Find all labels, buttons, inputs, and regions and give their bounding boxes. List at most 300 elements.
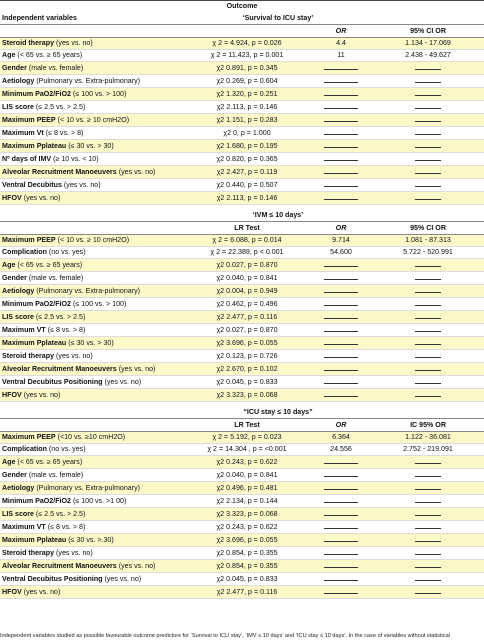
table-row <box>0 192 484 205</box>
odds-ratio-cell <box>310 495 372 508</box>
confidence-interval-cell <box>372 192 484 205</box>
confidence-interval-cell: 5.722 - 520.991 <box>372 247 484 259</box>
variable-detail: (yes vs. no) <box>118 167 156 176</box>
blank-line <box>415 534 441 542</box>
confidence-interval-cell <box>372 127 484 140</box>
column-header-ci: IC 95% OR <box>372 419 484 432</box>
table-row <box>0 247 484 259</box>
variable-name: Maximum PEEP <box>2 115 56 124</box>
variable-cell <box>0 432 184 444</box>
confidence-interval-cell <box>372 166 484 179</box>
variable-detail: (≤ 100 vs. > 100) <box>72 89 127 98</box>
confidence-interval-cell <box>372 456 484 469</box>
table-row <box>0 337 484 350</box>
blank-line <box>415 324 441 332</box>
variable-detail: (< 10 vs. ≥ 10 cmH2O) <box>57 236 130 244</box>
odds-ratio-cell <box>310 298 372 311</box>
odds-ratio-cell <box>310 586 372 599</box>
blank-line <box>324 192 358 200</box>
blank-line <box>415 179 441 187</box>
odds-ratio-cell <box>310 389 372 402</box>
table-row <box>0 586 484 599</box>
confidence-interval-cell <box>372 140 484 153</box>
variable-name: Aetiology <box>2 76 35 85</box>
odds-ratio-cell <box>310 62 372 75</box>
variable-detail: (yes vs. no) <box>118 364 156 373</box>
blank-line <box>324 298 358 306</box>
section-title: ‘Survival to ICU stay’ <box>184 12 372 25</box>
confidence-interval-cell: 1.134 - 17.069 <box>372 38 484 50</box>
lr-test-cell: χ2 2.477, p = 0.116 <box>184 586 310 599</box>
independent-variables-label: Independent variables <box>0 12 184 25</box>
variable-cell <box>0 259 184 272</box>
table-row <box>0 101 484 114</box>
variable-name: Gender <box>2 273 27 282</box>
variable-cell <box>0 140 184 153</box>
column-header-row <box>0 419 484 432</box>
variable-detail: (yes vs. no) <box>63 180 101 189</box>
variable-name: Gender <box>2 470 27 479</box>
blank-line <box>415 560 441 568</box>
section-title: “ICU stay ≤ 10 days” <box>184 406 372 419</box>
variable-detail: (< 10 vs. ≥ 10 cmH2O) <box>57 115 130 124</box>
confidence-interval-cell: 1.122 - 36.081 <box>372 432 484 444</box>
confidence-interval-cell <box>372 88 484 101</box>
variable-detail: (≤ 8 vs. > 8) <box>47 325 86 334</box>
variable-detail: (Pulmonary vs. Extra-pulmonary) <box>36 483 140 492</box>
blank-line <box>324 469 358 477</box>
variable-cell <box>0 482 184 495</box>
lr-test-cell: χ2 2.113, p = 0.146 <box>184 101 310 114</box>
table-row <box>0 547 484 560</box>
variable-cell <box>0 444 184 456</box>
odds-ratio-cell <box>310 75 372 88</box>
variable-detail: (< 65 vs. ≥ 65 years) <box>17 457 83 466</box>
lr-test-cell: χ2 2.427, p = 0.119 <box>184 166 310 179</box>
variable-cell <box>0 521 184 534</box>
variable-detail: (< 65 vs. ≥ 65 years) <box>17 260 83 269</box>
outcome-header-row <box>0 1 484 13</box>
variable-detail: (yes vs. no) <box>23 390 61 399</box>
column-header-or: OR <box>310 25 372 38</box>
blank-line <box>324 534 358 542</box>
confidence-interval-cell <box>372 482 484 495</box>
odds-ratio-cell <box>310 324 372 337</box>
lr-test-cell: χ2 0.243, p = 0.622 <box>184 456 310 469</box>
odds-ratio-cell <box>310 153 372 166</box>
lr-test-cell: χ2 2.477, p = 0.116 <box>184 311 310 324</box>
confidence-interval-cell <box>372 586 484 599</box>
variable-name: Ventral Decubitus <box>2 180 62 189</box>
blank-line <box>324 547 358 555</box>
variable-cell <box>0 38 184 50</box>
variable-name: LIS score <box>2 509 34 518</box>
odds-ratio-cell <box>310 508 372 521</box>
variable-name: Alveolar Recruitment Manoeuvers <box>2 364 117 373</box>
lr-test-cell: χ2 3.323, p = 0.068 <box>184 508 310 521</box>
confidence-interval-cell <box>372 259 484 272</box>
variable-name: Maximum PEEP <box>2 236 56 244</box>
blank-line <box>415 350 441 358</box>
variable-cell <box>0 456 184 469</box>
table-row <box>0 469 484 482</box>
variable-cell <box>0 560 184 573</box>
table-row <box>0 140 484 153</box>
table-row <box>0 127 484 140</box>
table-row <box>0 444 484 456</box>
variable-detail: (< 65 vs. ≥ 65 years) <box>17 51 83 59</box>
confidence-interval-cell <box>372 547 484 560</box>
outcome-label: Outcome <box>0 1 484 13</box>
odds-ratio-cell <box>310 272 372 285</box>
variable-cell <box>0 192 184 205</box>
variable-name: Aetiology <box>2 286 35 295</box>
blank-line <box>415 62 441 70</box>
variable-name: Ventral Decubitus Positioning <box>2 377 103 386</box>
variable-detail: (≤ 100 vs. >1 00) <box>72 496 127 505</box>
variable-detail: (≥ 10 vs. < 10) <box>53 154 99 163</box>
variable-detail: (≤ 30 vs. >.30) <box>68 535 114 544</box>
confidence-interval-cell <box>372 573 484 586</box>
section-title-pad <box>372 209 484 222</box>
variable-cell <box>0 235 184 247</box>
blank-line <box>324 114 358 122</box>
lr-test-cell: χ2 0.004, p = 0.949 <box>184 285 310 298</box>
table-row <box>0 114 484 127</box>
table-row <box>0 166 484 179</box>
odds-ratio-cell <box>310 456 372 469</box>
variable-name: Age <box>2 51 16 59</box>
table-row <box>0 482 484 495</box>
variable-cell <box>0 573 184 586</box>
variable-cell <box>0 247 184 259</box>
variable-name: Nº days of IMV <box>2 154 52 163</box>
lr-test-cell: χ 2 = 4.924, p = 0.026 <box>184 38 310 50</box>
blank-line <box>415 140 441 148</box>
variable-name: Maximum VT <box>2 522 46 531</box>
odds-ratio-cell <box>310 179 372 192</box>
blank-line <box>415 75 441 83</box>
variable-cell <box>0 586 184 599</box>
variable-cell <box>0 114 184 127</box>
variable-cell <box>0 350 184 363</box>
table-row <box>0 235 484 247</box>
variable-name: Gender <box>2 63 27 72</box>
table-row <box>0 50 484 62</box>
odds-ratio-cell <box>310 192 372 205</box>
variable-detail: (male vs. female) <box>28 63 84 72</box>
variable-name: Maximum Pplateau <box>2 141 67 150</box>
variable-detail: (male vs. female) <box>28 470 84 479</box>
lr-test-cell: χ2 0.045, p = 0.833 <box>184 376 310 389</box>
odds-ratio-cell <box>310 88 372 101</box>
variable-cell <box>0 50 184 62</box>
odds-ratio-cell: 9.714 <box>310 235 372 247</box>
odds-ratio-cell <box>310 560 372 573</box>
table-row <box>0 285 484 298</box>
variable-name: Complication <box>2 248 47 256</box>
odds-ratio-cell <box>310 311 372 324</box>
odds-ratio-cell <box>310 350 372 363</box>
variable-detail: (≤ 100 vs. > 100) <box>72 299 127 308</box>
blank-line <box>415 508 441 516</box>
variable-cell <box>0 311 184 324</box>
lr-test-cell: χ2 0.040, p = 0.841 <box>184 272 310 285</box>
section-title-row <box>0 209 484 222</box>
confidence-interval-cell <box>372 376 484 389</box>
variable-name: Maximum Vt <box>2 128 44 137</box>
table-row <box>0 508 484 521</box>
variable-name: Maximum Pplateau <box>2 338 67 347</box>
variable-detail: (yes vs. no) <box>56 351 93 360</box>
table-row <box>0 62 484 75</box>
lr-test-cell: χ 2 = 5.192, p = 0.023 <box>184 432 310 444</box>
lr-test-cell: χ2 3.696, p = 0.055 <box>184 337 310 350</box>
blank-line <box>324 259 358 267</box>
table-row <box>0 324 484 337</box>
lr-test-cell: χ2 1.151, p = 0.283 <box>184 114 310 127</box>
variable-cell <box>0 534 184 547</box>
confidence-interval-cell <box>372 101 484 114</box>
blank-line <box>415 298 441 306</box>
blank-line <box>415 337 441 345</box>
lr-test-cell: χ2 3.323, p = 0.068 <box>184 389 310 402</box>
variable-cell <box>0 469 184 482</box>
variable-cell <box>0 166 184 179</box>
odds-ratio-cell <box>310 166 372 179</box>
variable-detail: (Pulmonary vs. Extra-pulmonary) <box>36 76 140 85</box>
blank-line <box>415 547 441 555</box>
column-header-lr-test: LR Test <box>184 222 310 235</box>
blank-line <box>324 495 358 503</box>
variable-name: LIS score <box>2 102 34 111</box>
table-row <box>0 38 484 50</box>
table-row <box>0 350 484 363</box>
blank-line <box>324 586 358 594</box>
variable-detail: (yes vs. no) <box>23 193 61 202</box>
blank-line <box>324 153 358 161</box>
variable-detail: (≤ 30 vs. > 30) <box>68 338 114 347</box>
odds-ratio-cell: 11 <box>310 50 372 62</box>
column-header-lr-test <box>184 25 310 38</box>
variable-name: Ventral Decubitus Positioning <box>2 574 103 583</box>
odds-ratio-cell: 6.364 <box>310 432 372 444</box>
table-row <box>0 75 484 88</box>
variable-cell <box>0 495 184 508</box>
blank-line <box>415 456 441 464</box>
variable-cell <box>0 75 184 88</box>
variable-cell <box>0 547 184 560</box>
lr-test-cell: χ 2 = 11.423, p = 0.001 <box>184 50 310 62</box>
variable-detail: (no vs. yes) <box>48 248 86 256</box>
variable-detail: (≤ 8 vs. > 8) <box>45 128 84 137</box>
blank-line <box>324 508 358 516</box>
blank-line <box>324 482 358 490</box>
blank-line <box>324 573 358 581</box>
blank-line <box>324 166 358 174</box>
lr-test-cell: χ2 0.854, p = 0.355 <box>184 560 310 573</box>
variable-detail: (yes vs. no) <box>104 574 142 583</box>
confidence-interval-cell <box>372 153 484 166</box>
blank-line <box>415 272 441 280</box>
blank-line <box>415 495 441 503</box>
lr-test-cell: χ2 0.243, p = 0.622 <box>184 521 310 534</box>
blank-line <box>324 140 358 148</box>
column-header-or: OR <box>310 222 372 235</box>
variable-name: Steroid therapy <box>2 351 55 360</box>
blank-line <box>324 75 358 83</box>
variable-name: Steroid therapy <box>2 548 55 557</box>
confidence-interval-cell: 2.438 - 49.627 <box>372 50 484 62</box>
table-row <box>0 363 484 376</box>
lr-test-cell: χ2 2.670, p = 0.102 <box>184 363 310 376</box>
blank-line <box>415 573 441 581</box>
lr-test-cell: χ2 0.027, p = 0.870 <box>184 324 310 337</box>
odds-ratio-cell: 24.556 <box>310 444 372 456</box>
odds-ratio-cell <box>310 259 372 272</box>
variable-detail: (yes vs. no) <box>118 561 156 570</box>
confidence-interval-cell <box>372 350 484 363</box>
variable-name: Minimum PaO2/FiO2 <box>2 89 71 98</box>
blank-line <box>324 311 358 319</box>
confidence-interval-cell <box>372 298 484 311</box>
variable-cell <box>0 324 184 337</box>
odds-ratio-cell <box>310 573 372 586</box>
column-header-lr-test: LR Test <box>184 419 310 432</box>
odds-ratio-cell <box>310 482 372 495</box>
odds-ratio-cell <box>310 337 372 350</box>
variable-detail: (yes vs. no) <box>56 548 93 557</box>
table-row <box>0 389 484 402</box>
blank-line <box>415 127 441 135</box>
column-header-variable <box>0 419 184 432</box>
blank-line <box>415 101 441 109</box>
blank-line <box>324 88 358 96</box>
blank-line <box>415 586 441 594</box>
variable-name: Age <box>2 457 16 466</box>
section-title-row <box>0 406 484 419</box>
odds-ratio-cell: 4.4 <box>310 38 372 50</box>
section-title-row <box>0 12 484 25</box>
confidence-interval-cell <box>372 179 484 192</box>
confidence-interval-cell <box>372 311 484 324</box>
variable-cell <box>0 179 184 192</box>
blank-line <box>324 456 358 464</box>
lr-test-cell: χ2 1.680, p = 0.195 <box>184 140 310 153</box>
odds-ratio-cell <box>310 285 372 298</box>
table-footnote: Independent variables studied as possible favourable outcome predictors for ‘Survival to ICU stay’, ‘IMV ≤ 10 days’ and ‘ICU stay ≤ 10 days’. In the case of variables without statistical <box>0 633 450 639</box>
odds-ratio-cell <box>310 376 372 389</box>
lr-test-cell: χ2 1.320, p = 0.251 <box>184 88 310 101</box>
variable-cell <box>0 508 184 521</box>
confidence-interval-cell: 2.752 - 219.091 <box>372 444 484 456</box>
blank-line <box>324 272 358 280</box>
variable-name: Age <box>2 260 16 269</box>
variable-name: Aetiology <box>2 483 35 492</box>
lr-test-cell: χ2 0.891, p = 0.345 <box>184 62 310 75</box>
lr-test-cell: χ2 0.440, p = 0.507 <box>184 179 310 192</box>
variable-name: Complication <box>2 445 47 453</box>
variable-cell <box>0 285 184 298</box>
odds-ratio-cell <box>310 521 372 534</box>
confidence-interval-cell <box>372 534 484 547</box>
confidence-interval-cell <box>372 114 484 127</box>
blank-line <box>324 389 358 397</box>
table-row <box>0 376 484 389</box>
variable-name: Alveolar Recruitment Manoeuvers <box>2 561 117 570</box>
odds-ratio-cell <box>310 127 372 140</box>
odds-ratio-cell <box>310 547 372 560</box>
variable-detail: (≤ 30 vs. > 30) <box>68 141 114 150</box>
table-row <box>0 534 484 547</box>
column-header-variable <box>0 25 184 38</box>
variable-cell <box>0 337 184 350</box>
confidence-interval-cell <box>372 337 484 350</box>
table-row <box>0 311 484 324</box>
blank-line <box>415 311 441 319</box>
table-row <box>0 573 484 586</box>
section-title: ‘IVM ≤ 10 days’ <box>184 209 372 222</box>
lr-test-cell: χ 2 = 6.088, p = 0.014 <box>184 235 310 247</box>
blank-line <box>324 324 358 332</box>
blank-line <box>324 179 358 187</box>
variable-detail: (no vs. yes) <box>48 445 86 453</box>
table-row <box>0 432 484 444</box>
column-header-ci: 95% CI OR <box>372 222 484 235</box>
confidence-interval-cell <box>372 521 484 534</box>
variable-detail: (yes vs. no) <box>56 39 93 47</box>
lr-test-cell: χ2 0.045, p = 0.833 <box>184 573 310 586</box>
table-row <box>0 298 484 311</box>
confidence-interval-cell <box>372 75 484 88</box>
variable-cell <box>0 363 184 376</box>
odds-ratio-cell <box>310 363 372 376</box>
lr-test-cell: χ2 2.113, p = 0.146 <box>184 192 310 205</box>
blank-line <box>324 350 358 358</box>
variable-name: Maximum Pplateau <box>2 535 67 544</box>
blank-line <box>415 114 441 122</box>
blank-line <box>415 166 441 174</box>
column-header-ci: 95% CI OR <box>372 25 484 38</box>
lr-test-cell: χ2 0.496, p = 0.481 <box>184 482 310 495</box>
lr-test-cell: χ 2 = 22.389, p < 0.001 <box>184 247 310 259</box>
odds-ratio-cell <box>310 534 372 547</box>
lr-test-cell: χ2 0.027, p = 0.870 <box>184 259 310 272</box>
lr-test-cell: χ2 2.134, p = 0.144 <box>184 495 310 508</box>
lr-test-cell: χ2 3.696, p = 0.055 <box>184 534 310 547</box>
blank-line <box>324 285 358 293</box>
odds-ratio-cell <box>310 469 372 482</box>
odds-ratio-cell <box>310 140 372 153</box>
blank-line <box>415 192 441 200</box>
blank-line <box>415 389 441 397</box>
lr-test-cell: χ2 0.040, p = 0.841 <box>184 469 310 482</box>
variable-cell <box>0 101 184 114</box>
confidence-interval-cell <box>372 560 484 573</box>
confidence-interval-cell <box>372 495 484 508</box>
blank-line <box>415 482 441 490</box>
blank-line <box>415 363 441 371</box>
variable-cell <box>0 88 184 101</box>
section-spacer-cell <box>0 406 184 419</box>
blank-line <box>324 521 358 529</box>
variable-cell <box>0 376 184 389</box>
variable-detail: (male vs. female) <box>28 273 84 282</box>
column-header-row <box>0 222 484 235</box>
confidence-interval-cell <box>372 469 484 482</box>
results-table-body <box>0 1 484 599</box>
odds-ratio-cell <box>310 114 372 127</box>
